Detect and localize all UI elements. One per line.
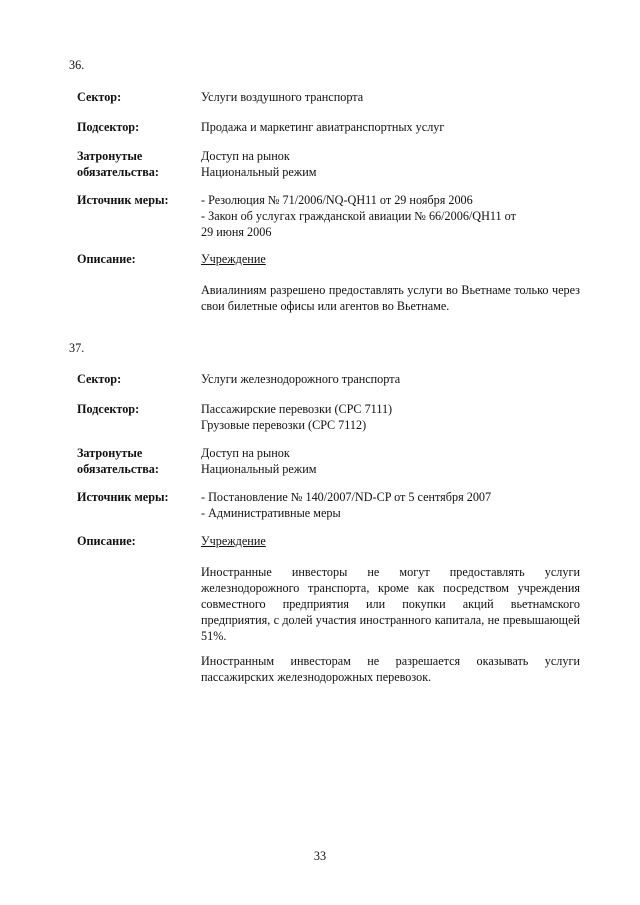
subsector-line: Продажа и маркетинг авиатранспортных услуг	[201, 120, 445, 134]
subsector-value	[201, 119, 581, 135]
sector-value: Услуги воздушного транспорта	[201, 90, 364, 104]
obligations-line: Доступ на рынок	[201, 446, 290, 460]
description-heading: Учреждение	[201, 534, 266, 548]
subsector-line: Грузовые перевозки (CPC 7112)	[201, 418, 367, 432]
obligations-label-line: Затронутые	[77, 149, 143, 163]
page-number: 33	[313, 849, 327, 863]
obligations-label	[77, 148, 197, 180]
subsector-label: Подсектор:	[77, 402, 140, 416]
sector-label: Сектор:	[77, 372, 122, 386]
entry-number: 37.	[69, 341, 85, 355]
source-label: Источник меры:	[77, 193, 169, 207]
description-label: Описание:	[77, 252, 136, 266]
source-line: - Закон об услугах гражданской авиации № 66/2006/QH11 от	[201, 209, 516, 223]
description-paragraph: Иностранные инвесторы не могут предоставлять услуги железнодорожного транспорта, кроме как посредством учреждения совместного предприятия или покупки акций вьетнамского предприятия, с долей участия иностранного капитала, не превышающей 51%.	[201, 565, 580, 643]
obligations-line: Национальный режим	[201, 462, 317, 476]
sector-label: Сектор:	[77, 90, 122, 104]
subsector-label: Подсектор:	[77, 120, 140, 134]
obligations-value	[201, 445, 581, 477]
source-label: Источник меры:	[77, 490, 169, 504]
obligations-line: Доступ на рынок	[201, 149, 290, 163]
description-label: Описание:	[77, 534, 136, 548]
description-heading: Учреждение	[201, 252, 266, 266]
obligations-label	[77, 445, 197, 477]
description-paragraph: Иностранным инвесторам не разрешается оказывать услуги пассажирских железнодорожных перевозок.	[201, 654, 580, 684]
source-line: 29 июня 2006	[201, 225, 272, 239]
obligations-value	[201, 148, 581, 180]
entry-number: 36.	[69, 58, 85, 72]
source-line: - Резолюция № 71/2006/NQ-QH11 от 29 ноября 2006	[201, 193, 473, 207]
source-line: - Постановление № 140/2007/ND-CP от 5 сентября 2007	[201, 490, 492, 504]
source-value	[201, 192, 581, 240]
obligations-line: Национальный режим	[201, 165, 317, 179]
obligations-label-line: Затронутые	[77, 446, 143, 460]
obligations-label-line: обязательства:	[77, 165, 159, 179]
sector-value: Услуги железнодорожного транспорта	[201, 372, 401, 386]
subsector-line: Пассажирские перевозки (CPC 7111)	[201, 402, 393, 416]
source-value	[201, 489, 581, 521]
obligations-label-line: обязательства:	[77, 462, 159, 476]
subsector-value	[201, 401, 581, 433]
description-paragraph: Авиалиниям разрешено предоставлять услуги во Вьетнаме только через свои билетные офисы или агентов во Вьетнаме.	[201, 283, 580, 313]
source-line: - Административные меры	[201, 506, 341, 520]
